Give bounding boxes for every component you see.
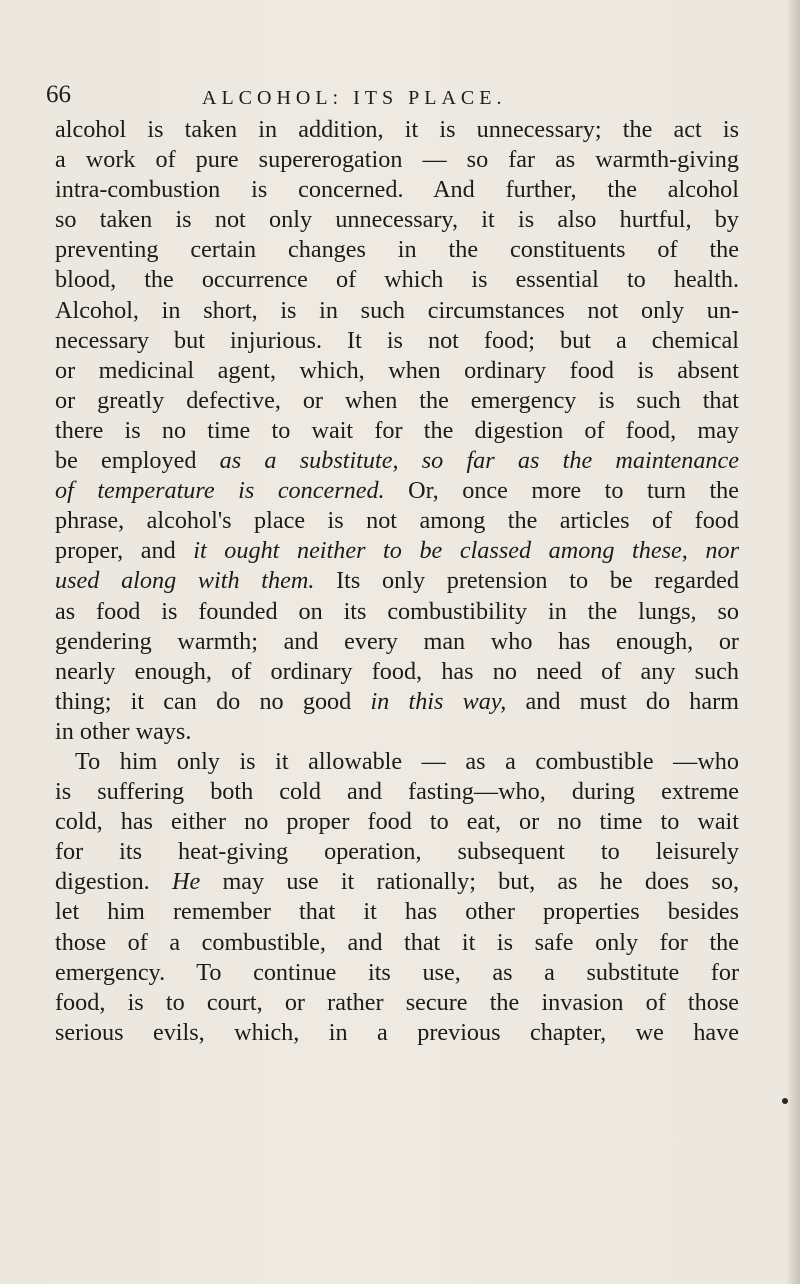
running-head: ALCOHOL: ITS PLACE. xyxy=(202,87,507,109)
text-line: proper, and it ought neither to be classed among these, nor xyxy=(55,537,739,565)
text-line: cold, has either no proper food to eat, or no time to wait xyxy=(55,808,739,836)
text-line: be employed as a substitute, so far as the maintenance xyxy=(55,447,739,475)
text-line: Alcohol, in short, is in such circumstances not only un- xyxy=(55,296,739,324)
page-edge-shadow xyxy=(786,0,800,1284)
text-line: blood, the occurrence of which is essential to health. xyxy=(55,266,739,294)
text-line: food, is to court, or rather secure the invasion of those xyxy=(55,988,739,1016)
text-line: necessary but injurious. It is not food; but a chemical xyxy=(55,326,739,354)
text-line: phrase, alcohol's place is not among the articles of food xyxy=(55,507,739,535)
body-text xyxy=(55,115,739,1048)
text-line: is suffering both cold and fasting—who, during extreme xyxy=(55,778,739,806)
italic-phrase: it ought neither to be classed among these, nor xyxy=(193,537,739,565)
text-line: intra-combustion is concerned. And further, the alcohol xyxy=(55,176,739,204)
text-line: or greatly defective, or when the emergency is such that xyxy=(55,386,739,414)
text-line: gendering warmth; and every man who has enough, or xyxy=(55,627,739,655)
text-line: as food is founded on its combustibility in the lungs, so xyxy=(55,597,739,625)
text-line: or medicinal agent, which, when ordinary food is absent xyxy=(55,356,739,384)
text-line: nearly enough, of ordinary food, has no need of any such xyxy=(55,657,739,685)
text-line: there is no time to wait for the digestion of food, may xyxy=(55,416,739,444)
text-line: thing; it can do no good in this way, and must do harm xyxy=(55,687,739,715)
text-line: a work of pure supererogation — so far as warmth-giving xyxy=(55,146,739,174)
text-line: serious evils, which, in a previous chapter, we have xyxy=(55,1018,739,1046)
italic-phrase: as a substitute, so far as the maintenance xyxy=(219,447,739,475)
italic-phrase: He xyxy=(171,868,201,896)
text-line: so taken is not only unnecessary, it is also hurtful, by xyxy=(55,206,739,234)
text-line: of temperature is concerned. Or, once more to turn the xyxy=(55,477,739,505)
italic-phrase: in this way, xyxy=(370,687,507,715)
page-number: 66 xyxy=(46,81,71,108)
text-line: used along with them. Its only pretension to be regarded xyxy=(55,567,739,595)
text-line: emergency. To continue its use, as a substitute for xyxy=(55,958,739,986)
text-line: for its heat-giving operation, subsequent to leisurely xyxy=(55,838,739,866)
text-line: preventing certain changes in the constituents of the xyxy=(55,236,739,264)
text-line: let him remember that it has other properties besides xyxy=(55,898,739,926)
italic-phrase: of temperature is concerned. xyxy=(55,477,385,505)
italic-phrase: used along with them. xyxy=(55,567,315,595)
text-line: those of a combustible, and that it is safe only for the xyxy=(55,928,739,956)
text-line: digestion. He may use it rationally; but, as he does so, xyxy=(55,868,739,896)
text-line: in other ways. xyxy=(55,717,192,745)
text-line: To him only is it allowable — as a combustible —who xyxy=(75,747,739,775)
page-header xyxy=(46,80,766,116)
text-line: alcohol is taken in addition, it is unnecessary; the act is xyxy=(55,116,739,143)
